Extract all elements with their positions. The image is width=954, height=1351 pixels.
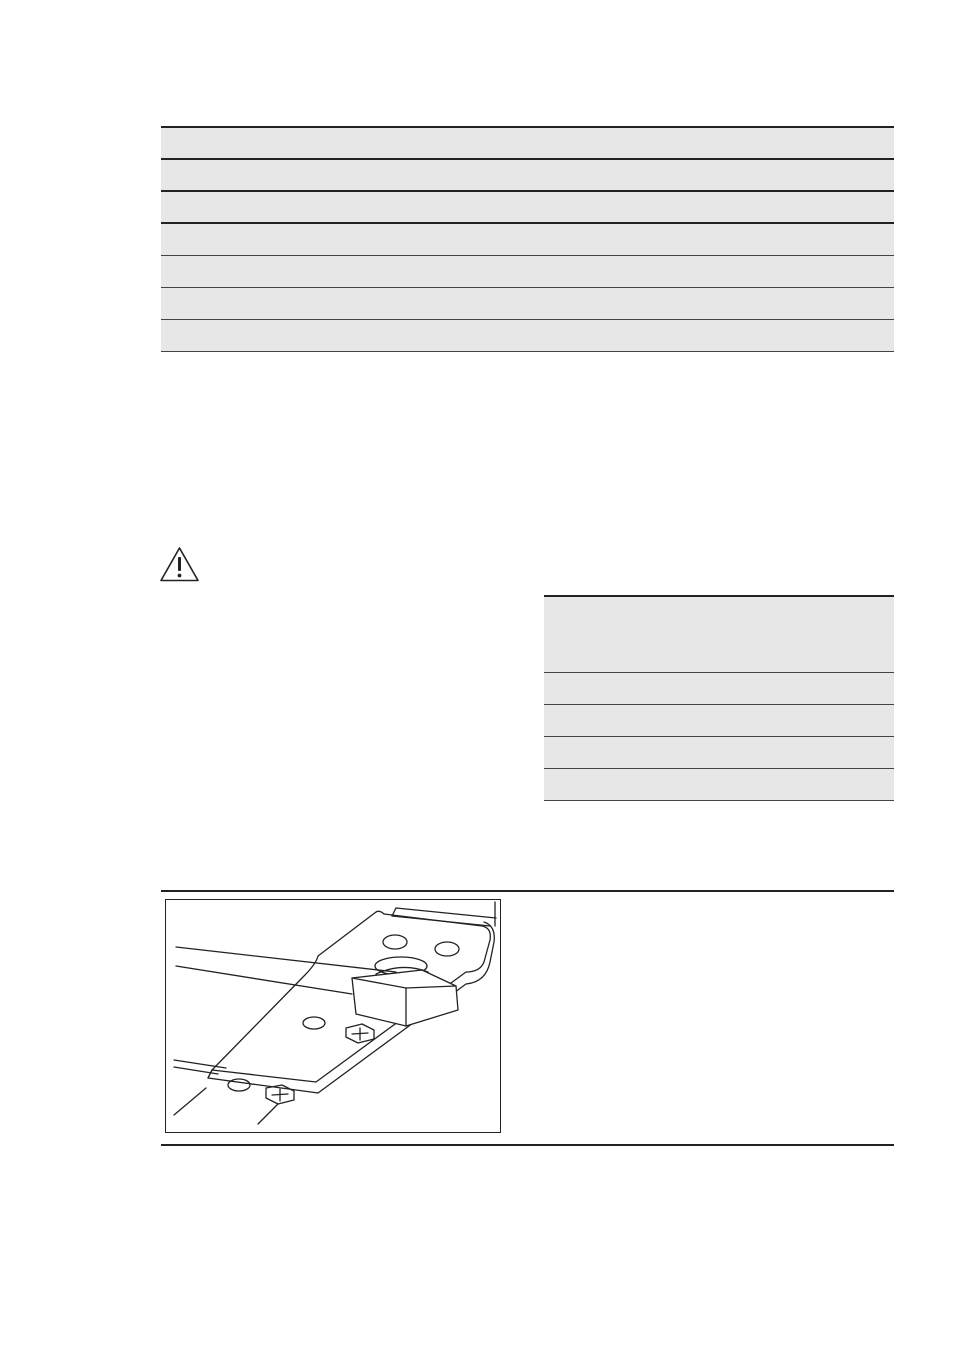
figure-frame — [165, 899, 501, 1133]
header-temperature — [719, 596, 894, 672]
table-header-row — [544, 596, 894, 672]
technical-data-table — [161, 126, 894, 352]
ambient-temperature — [719, 672, 894, 704]
table-row — [544, 768, 894, 800]
table-row — [161, 223, 894, 255]
header-class — [544, 596, 719, 672]
table-row — [161, 191, 894, 223]
row-label — [161, 223, 528, 255]
table-row — [544, 736, 894, 768]
row-label — [161, 319, 528, 351]
row-value — [528, 255, 895, 287]
ambient-temperature — [719, 736, 894, 768]
table-row — [544, 672, 894, 704]
ambient-temperature — [719, 768, 894, 800]
row-label — [161, 127, 528, 159]
table-row — [161, 127, 894, 159]
table-row — [161, 319, 894, 351]
row-label — [161, 287, 528, 319]
row-value — [528, 223, 895, 255]
ambient-temperature — [719, 704, 894, 736]
climate-class — [544, 672, 719, 704]
installation-figure-block — [161, 890, 894, 1146]
row-value — [528, 287, 895, 319]
adjustable-foot-illustration — [166, 900, 500, 1132]
row-label — [161, 159, 528, 191]
climate-class — [544, 736, 719, 768]
table-row — [161, 255, 894, 287]
row-value — [528, 159, 895, 191]
warning-triangle-icon — [159, 546, 200, 583]
table-row — [544, 704, 894, 736]
table-row — [161, 159, 894, 191]
row-value — [528, 127, 895, 159]
row-label — [161, 191, 528, 223]
table-row — [161, 287, 894, 319]
climate-class-table — [544, 595, 894, 801]
row-value — [528, 191, 895, 223]
row-value — [528, 319, 895, 351]
row-label — [161, 255, 528, 287]
climate-class — [544, 704, 719, 736]
climate-class — [544, 768, 719, 800]
